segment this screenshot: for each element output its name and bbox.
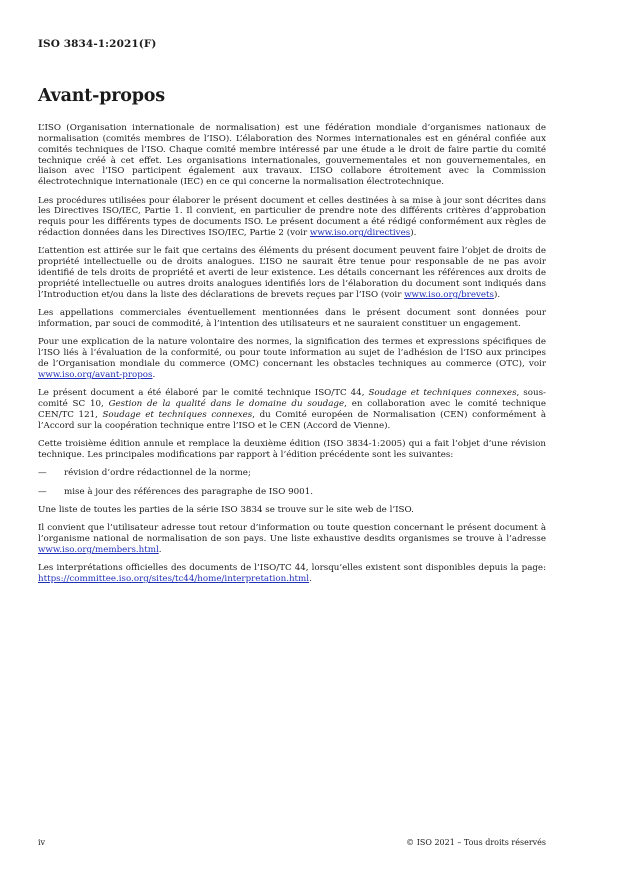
members-link[interactable]: www.iso.org/members.html bbox=[38, 545, 159, 555]
foreword-link[interactable]: www.iso.org/avant-propos bbox=[38, 369, 153, 380]
list-item-text: révision d’ordre rédactionnel de la norme; bbox=[64, 468, 251, 479]
paragraph-text: Pour une explication de la nature volontaire des normes, la signification des termes et expressions spécifiques de l’ISO liés à l’évaluation de la conformité, ou pour toute information au sujet de l’adhésion de l’ISO aux principes de l’Organisation mondiale du commerce (OMC) concernant les obstacles techniques au commerce (OTC), voir bbox=[38, 337, 546, 370]
paragraph-text: . bbox=[158, 545, 162, 555]
paragraph-text: , en collaboration avec le comité technique CEN/TC 121, bbox=[38, 399, 547, 420]
paragraph-text: . bbox=[152, 369, 156, 380]
paragraph-feedback bbox=[38, 523, 546, 556]
paragraph-text: Il convient que l’utilisateur adresse tout retour d’information ou toute question concernant le présent document à l’organisme national de normalisation de son pays. Une liste exhaustive desdits organismes se trouve à l’adresse bbox=[38, 523, 546, 545]
paragraph-text: , sous-comité SC 10, bbox=[38, 388, 546, 410]
list-item bbox=[38, 487, 546, 498]
page-title: Avant-propos bbox=[38, 86, 165, 106]
committee-title: Soudage et techniques connexes bbox=[368, 388, 517, 399]
cen-committee-title: Soudage et techniques connexes bbox=[102, 409, 253, 420]
document-body bbox=[38, 123, 546, 593]
paragraph-procedures bbox=[38, 196, 546, 239]
page-number: iv bbox=[38, 838, 46, 847]
list-item-text: mise à jour des références des paragraphe de ISO 9001. bbox=[64, 486, 313, 497]
standard-identifier: ISO 3834-1:2021(F) bbox=[38, 38, 157, 50]
paragraph-voluntary-nature bbox=[38, 337, 546, 380]
paragraph-text: Le présent document a été élaboré par le comité technique ISO/TC 44, bbox=[38, 388, 369, 399]
paragraph-text: L’attention est attirée sur le fait que certains des éléments du présent document peuvent faire l’objet de droits de propriété intellectuelle ou de droits analogues. L’ISO ne saurait être tenue pour responsable de ne pas avoir identifié de tels droits de propriété et averti de leur existence. Les détails concernant les références aux droits de propriété intellectuelle ou autres droits analogues identifiés lors de l’élaboration du document sont indiqués dans l’Introduction et/ou dans la liste des déclarations de brevets reçues par l’ISO (voir bbox=[38, 246, 546, 300]
document-page bbox=[38, 0, 546, 876]
dash-bullet: — bbox=[38, 468, 47, 479]
list-item bbox=[38, 468, 546, 479]
paragraph-text: ). bbox=[493, 289, 501, 300]
paragraph-committee bbox=[38, 388, 546, 431]
paragraph-series: Une liste de toutes les parties de la série ISO 3834 se trouve sur le site web de l’ISO. bbox=[38, 504, 414, 515]
directives-link[interactable]: www.iso.org/directives bbox=[309, 228, 411, 239]
paragraph-patents bbox=[38, 246, 546, 300]
paragraph-text: Les interprétations officielles des documents de l’ISO/TC 44, lorsqu’elles existent sont disponibles depuis la page: bbox=[38, 563, 546, 574]
paragraph-edition: Cette troisième édition annule et remplace la deuxième édition (ISO 3834-1:2005) qui a fait l’objet d’une révision technique. Les principales modifications par rapport à l’édition précédente sont les suivantes: bbox=[38, 439, 546, 460]
copyright-notice: © ISO 2021 – Tous droits réservés bbox=[406, 838, 546, 847]
subcommittee-title: Gestion de la qualité dans le domaine du soudage bbox=[108, 399, 345, 410]
paragraph-interpretations bbox=[38, 563, 546, 585]
paragraph-trade-names: Les appellations commerciales éventuellement mentionnées dans le présent document sont données pour information, par souci de commodité, à l’intention des utilisateurs et ne sauraient constituer un engagement. bbox=[38, 308, 546, 329]
interpretation-link[interactable]: https://committee.iso.org/sites/tc44/home/interpretation.html bbox=[38, 574, 310, 585]
dash-bullet: — bbox=[38, 486, 47, 497]
paragraph-text: Les procédures utilisées pour élaborer le présent document et celles destinées à sa mise à jour sont décrites dans les Directives ISO/IEC, Partie 1. Il convient, en particulier de prendre note des différents critères d’approbation requis pour les différents types de documents ISO. Le présent document a été rédigé conformément aux règles de rédaction données dans les Directives ISO/IEC, Partie 2 (voir bbox=[38, 195, 546, 239]
paragraph-organisation: L’ISO (Organisation internationale de normalisation) est une fédération mondiale d’organismes nationaux de normalisation (comités membres de l’ISO). L’élaboration des Normes internationales est en général confiée aux comités techniques de l’ISO. Chaque comité membre intéressé par une étude a le droit de faire partie du comité technique créé à cet effet. Les organisations internationales, gouvernementales et non gouvernementales, en liaison avec l’ISO participent également aux travaux. L’ISO collabore étroitement avec la Commission électrotechnique internationale (IEC) en ce qui concerne la normalisation électrotechnique. bbox=[38, 123, 546, 188]
paragraph-text: ). bbox=[410, 228, 417, 239]
patents-link[interactable]: www.iso.org/brevets bbox=[404, 289, 494, 300]
paragraph-text: . bbox=[309, 574, 312, 585]
paragraph-text: , du Comité européen de Normalisation (CEN) conformément à l’Accord sur la coopération technique entre l’ISO et le CEN (Accord de Vienne). bbox=[38, 409, 547, 431]
